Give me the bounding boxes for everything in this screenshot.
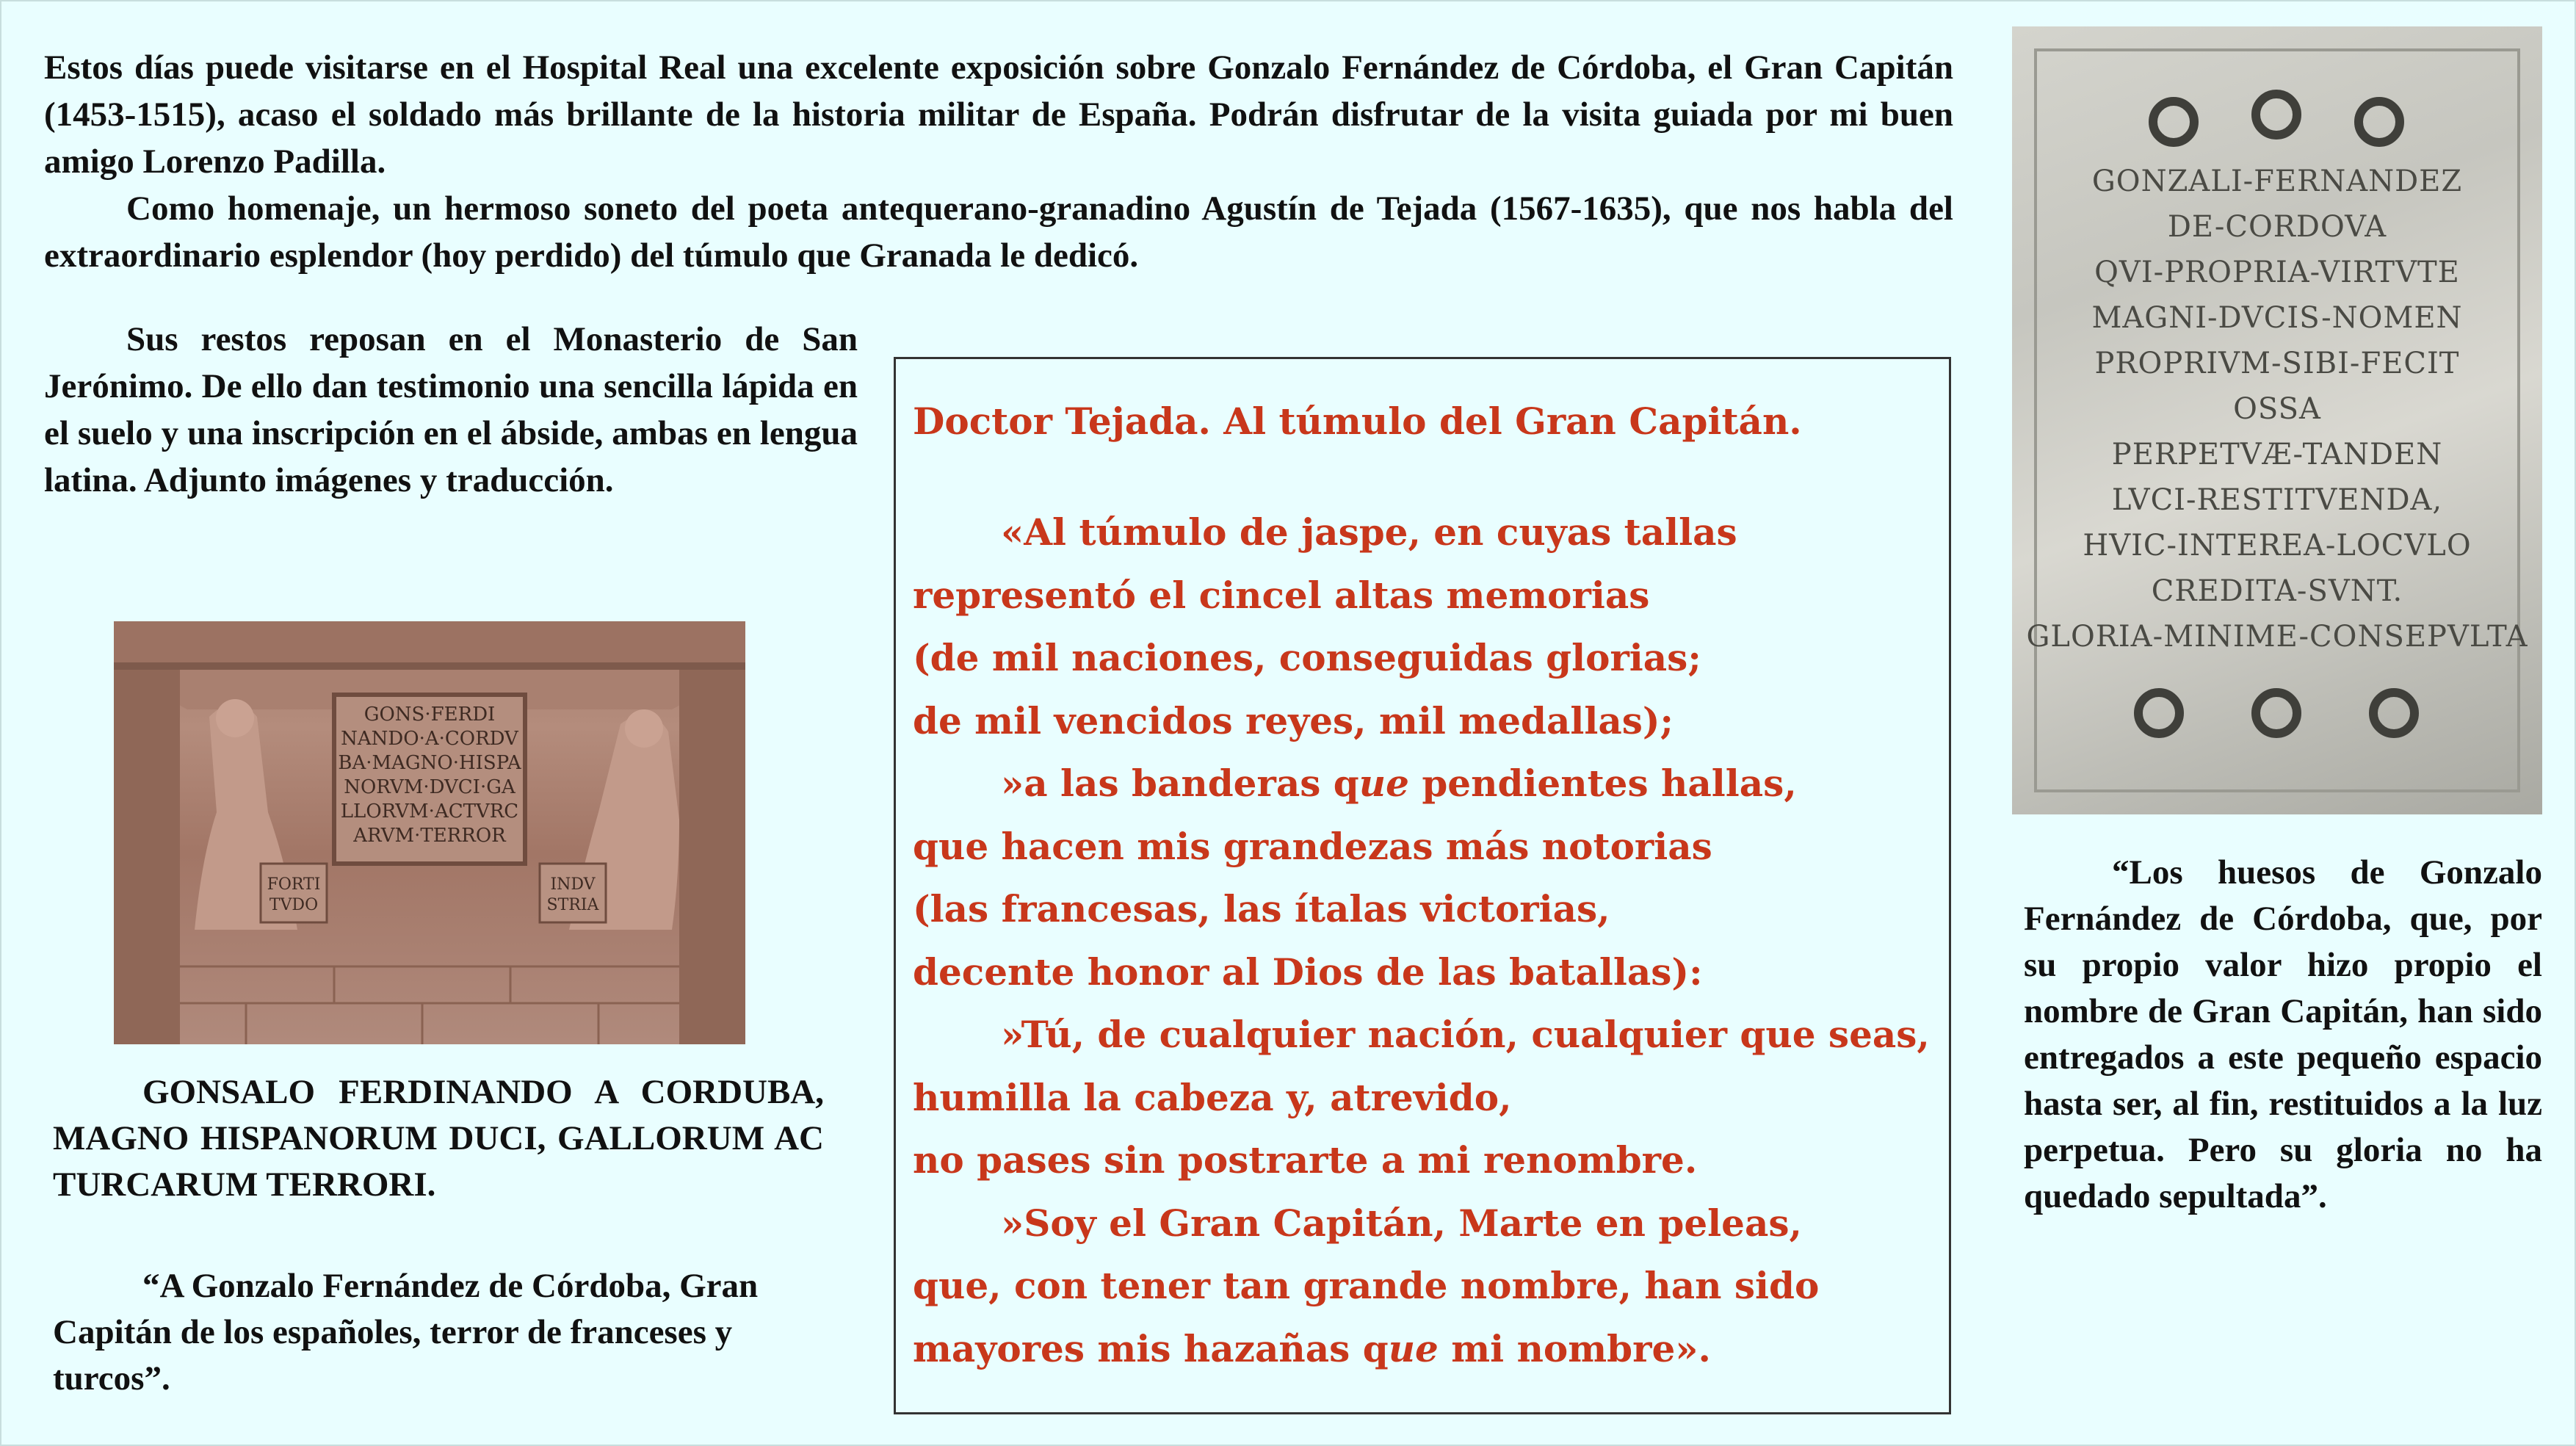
plaque-translation: “Los huesos de Gonzalo Fernández de Córdoba, que, por su propio valor hizo propio el nombre de Gran Capitán, han sido entregados a este pequeño espacio hasta ser, al fin, restituidos a la luz perpetua. Pero su gloria no ha quedado sepultada”.: [2024, 853, 2542, 1215]
poem-line-text: de mil vencidos reyes, mil medallas);: [913, 698, 1674, 742]
restos-paragraph: Sus restos reposan en el Monasterio de San Jerónimo. De ello dan testimonio una sencilla lápida en el suelo y una inscripción en el ábside, ambas en lengua latina. Adjunto imágenes y traducción.: [44, 320, 858, 499]
poem-line-text: que, con tener tan grande nombre, han sido: [913, 1264, 1820, 1307]
poem-line-text: representó el cincel altas memorias: [913, 573, 1650, 617]
poem-line: [913, 941, 1941, 1004]
latin-inscription-translation: “A Gonzalo Fernández de Córdoba, Gran Capitán de los españoles, terror de franceses y turcos”.: [53, 1267, 759, 1398]
relief-right-label-line-2: STRIA: [546, 896, 599, 914]
poem-line-text: no pases sin postrarte a mi renombre.: [913, 1138, 1698, 1182]
plaque-line: DE-CORDOVA: [2167, 210, 2387, 244]
poem-line: [913, 626, 1941, 690]
relief-inscription-line-1: GONS·FERDI: [363, 704, 496, 726]
relief-inscription-line-6: ARVM·TERROR: [353, 825, 506, 847]
poem-line-text: mi nombre».: [1438, 1326, 1711, 1370]
poem-line: [913, 1066, 1941, 1129]
poem-line-text: mayores mis hazañas q: [913, 1326, 1389, 1370]
intro-paragraph-2: Como homenaje, un hermoso soneto del poeta antequerano-granadino Agustín de Tejada (1567-1635), que nos habla del extraordinario esplendor (hoy perdido) del túmulo que Granada le dedicó.: [44, 189, 1953, 275]
poem-line: [913, 1129, 1941, 1192]
poem-line-text: (de mil naciones, conseguidas glorias;: [913, 636, 1701, 679]
relief-inscription-line-3: BA·MAGNO·HISPA: [338, 752, 521, 774]
relief-left-label-line-2: TVDO: [269, 896, 319, 914]
plaque-line: GONZALI-FERNANDEZ: [2091, 165, 2463, 198]
sonnet: [913, 501, 1941, 1380]
plaque-line: HVIC-INTEREA-LOCVLO: [2083, 529, 2472, 563]
poem-line: [913, 752, 1941, 815]
poem-line-text: «Al túmulo de jaspe, en cuyas tallas: [1001, 510, 1737, 554]
intro-paragraph-1: Estos días puede visitarse en el Hospital Real una excelente exposición sobre Gonzalo Fernández de Córdoba, el Gran Capitán (1453-1515), acaso el soldado más brillante de la historia militar de España. Podrán disfrutar de la visita guiada por mi buen amigo Lorenzo Padilla.: [44, 48, 1953, 181]
plaque-line: PERPETVÆ-TANDEN: [2111, 438, 2443, 471]
apse-relief-photo: [114, 621, 745, 1044]
plaque-line: QVI-PROPRIA-VIRTVTE: [2094, 256, 2460, 289]
plaque-line: CREDITA-SVNT.: [2151, 574, 2403, 608]
poem-line-italic: ue: [1388, 1326, 1439, 1370]
relief-left-label-line-1: FORTI: [267, 875, 321, 894]
poem-line-text: pendientes hallas,: [1408, 762, 1797, 805]
plaque-line: MAGNI-DVCIS-NOMEN: [2091, 301, 2463, 335]
relief-inscription-line-2: NANDO·A·CORDV: [341, 728, 518, 750]
poem-line: [913, 564, 1941, 627]
poem-line-text: (las francesas, las ítalas victorias,: [913, 887, 1610, 930]
poem-title: Doctor Tejada. Al túmulo del Gran Capitán.: [913, 400, 1802, 443]
plaque-line: LVCI-RESTITVENDA,: [2111, 483, 2443, 517]
poem-line: [913, 1192, 1941, 1255]
poem-line-text: decente honor al Dios de las batallas):: [913, 950, 1703, 994]
poem-line: [913, 815, 1941, 878]
relief-inscription-line-4: NORVM·DVCI·GA: [344, 776, 515, 798]
poem-line: [913, 1254, 1941, 1317]
poem-line: [913, 1003, 1941, 1066]
plaque-inscription: [2012, 159, 2542, 659]
relief-inscription-line-5: LLORVM·ACTVRC: [340, 800, 519, 823]
poem-line-text: que hacen mis grandezas más notorias: [913, 824, 1712, 868]
poem-line-text: »Soy el Gran Capitán, Marte en peleas,: [1001, 1201, 1802, 1245]
poem-line-text: humilla la cabeza y, atrevido,: [913, 1075, 1512, 1119]
poem-line-text: »a las banderas q: [1001, 762, 1359, 805]
plaque-line: OSSA: [2233, 392, 2321, 426]
plaque-line: GLORIA-MINIME-CONSEPVLTA: [2026, 620, 2528, 654]
latin-inscription-text: GONSALO FERDINANDO A CORDUBA, MAGNO HISPANORUM DUCI, GALLORUM AC TURCARUM TERRORI.: [53, 1073, 824, 1204]
poem-line: [913, 690, 1941, 753]
poem-line-italic: ue: [1358, 762, 1409, 805]
poem-line: [913, 501, 1941, 564]
plaque-line: PROPRIVM-SIBI-FECIT: [2094, 347, 2460, 380]
relief-right-label-line-1: INDV: [550, 875, 596, 894]
poem-line: [913, 1317, 1941, 1381]
poem-line: [913, 878, 1941, 941]
intro-text: [44, 44, 1953, 279]
marble-plaque-photo: [2012, 26, 2542, 814]
poem-line-text: »Tú, de cualquier nación, cualquier que seas,: [1001, 1013, 1930, 1056]
